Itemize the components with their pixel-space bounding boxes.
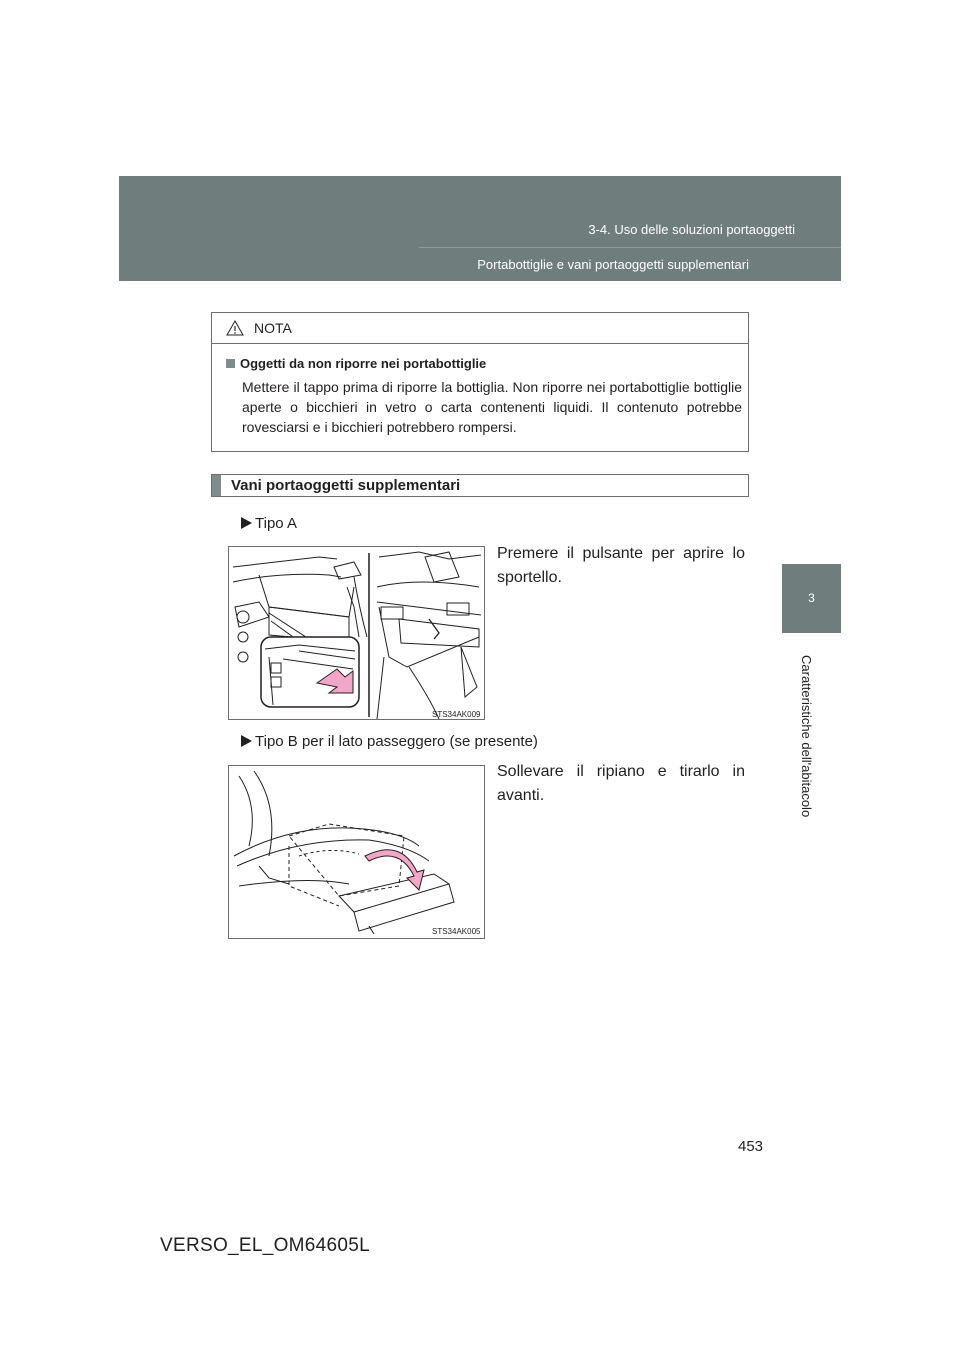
triangle-bullet-icon — [241, 517, 252, 529]
note-header — [212, 313, 748, 344]
figure-b-code: STS34AK005 — [432, 927, 481, 936]
section-heading-bar — [212, 475, 221, 496]
type-b-label-text: Tipo B per il lato passeggero (se presente) — [255, 733, 538, 750]
document-id: VERSO_EL_OM64605L — [160, 1235, 370, 1256]
note-title — [226, 356, 486, 371]
figure-type-a — [228, 546, 485, 720]
glovebox-illustration — [229, 547, 485, 720]
note-box — [211, 312, 749, 452]
warning-icon — [226, 320, 244, 336]
section-heading — [211, 474, 749, 497]
type-a-description: Premere il pulsante per aprire lo sportello. — [497, 545, 745, 586]
note-heading: NOTA — [254, 320, 292, 336]
figure-a-code: STS34AK009 — [432, 710, 481, 719]
note-text: Mettere il tappo prima di riporre la bottiglia. Non riporre nei portabottiglie bottiglie aperte o bicchieri in vetro o carta contenenti liquidi. Il contenuto potrebbe rovesciarsi e i bicchieri potrebbero rompersi. — [242, 379, 742, 435]
seat-tray-illustration — [229, 766, 485, 939]
page-header — [119, 176, 841, 281]
section-heading-text: Vani portaoggetti supplementari — [231, 477, 461, 494]
chapter-side-tab — [780, 281, 841, 941]
type-b-description: Sollevare il ripiano e tirarlo in avanti. — [497, 763, 745, 804]
chapter-side-label: Caratteristiche dell'abitacolo — [799, 654, 814, 818]
note-title-text: Oggetti da non riporre nei portabottiglie — [240, 356, 487, 371]
header-divider — [419, 247, 841, 248]
section-title: Portabottiglie e vani portaoggetti supplementari — [477, 257, 749, 272]
type-a-label-text: Tipo A — [255, 515, 297, 532]
square-bullet-icon — [226, 359, 235, 368]
chapter-title: 3-4. Uso delle soluzioni portaoggetti — [588, 222, 795, 237]
chapter-number: 3 — [782, 564, 841, 633]
figure-type-b — [228, 765, 485, 939]
page-number: 453 — [738, 1138, 764, 1155]
triangle-bullet-icon — [241, 735, 252, 747]
type-b-label — [241, 733, 538, 750]
type-a-label — [241, 515, 297, 532]
